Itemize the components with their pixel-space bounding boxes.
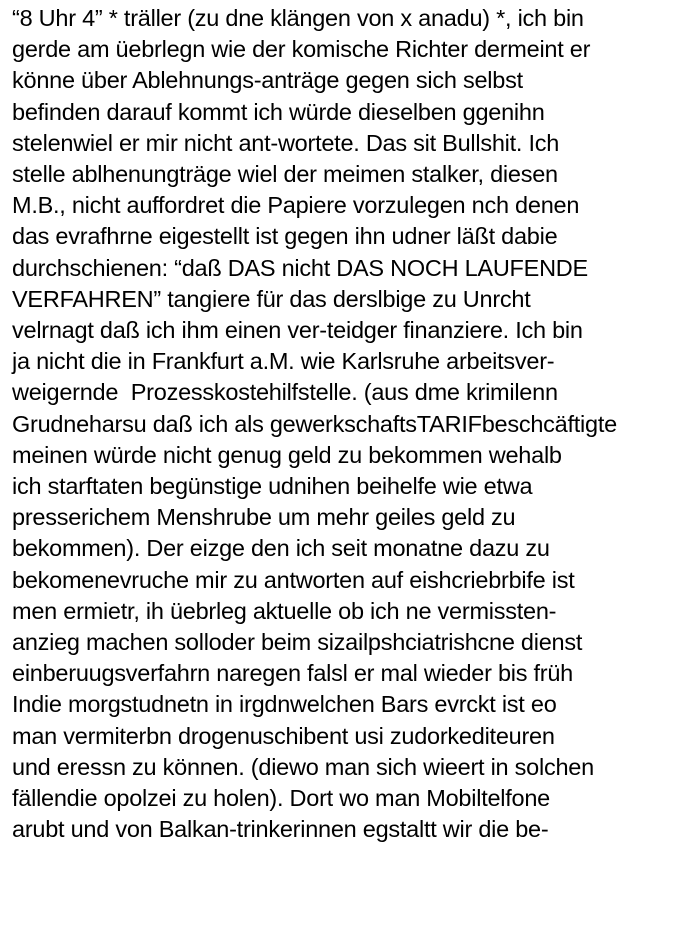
- text-line-16: ich starftaten begünstige udnihen beihelfe wie etwa: [12, 473, 533, 500]
- text-line-27: arubt und von Balkan-trinkerinnen egstaltt wir die be-: [12, 816, 549, 843]
- text-line-11: velrnagt daß ich ihm einen ver-teidger finanziere. Ich bin: [12, 317, 583, 344]
- text-line-22: einberuugsverfahrn naregen falsl er mal wieder bis früh: [12, 660, 574, 687]
- text-line-10: VERFAHREN” tangiere für das derslbige zu Unrcht: [12, 285, 531, 312]
- text-line-26: fällendie opolzei zu holen). Dort wo man Mobiltelfone: [12, 785, 551, 812]
- text-line-5: stelenwiel er mir nicht ant-wortete. Das sit Bullshit. Ich: [12, 129, 560, 156]
- text-line-2: gerde am üebrlegn wie der komische Richter dermeint er: [12, 36, 591, 63]
- text-line-20: men ermietr, ih üebrleg aktuelle ob ich ne vermissten-: [12, 597, 557, 624]
- text-line-9: durchschienen: “daß DAS nicht DAS NOCH LAUFENDE: [12, 254, 588, 281]
- text-line-25: und eressn zu können. (diewo man sich wieert in solchen: [12, 753, 594, 780]
- text-line-17: presserichem Menshrube um mehr geiles geld zu: [12, 504, 516, 531]
- text-line-1: “8 Uhr 4” * träller (zu dne klängen von x anadu) *, ich bin: [12, 5, 584, 31]
- text-line-7: M.B., nicht auffordret die Papiere vorzulegen nch denen: [12, 192, 580, 219]
- text-line-24: man vermiterbn drogenuschibent usi zudorkediteuren: [12, 722, 555, 749]
- text-line-13: weigernde Prozesskostehilfstelle. (aus dme krimilenn: [12, 379, 558, 406]
- text-line-18: bekommen). Der eizge den ich seit monatne dazu zu: [12, 535, 550, 562]
- text-line-3: könne über Ablehnungs-anträge gegen sich selbst: [12, 67, 523, 94]
- text-line-8: das evrafhrne eigestellt ist gegen ihn udner läßt dabie: [12, 223, 558, 250]
- text-line-14: Grudneharsu daß ich als gewerkschaftsTARIFbeschcäftigte: [12, 410, 617, 437]
- text-line-21: anzieg machen solloder beim sizailpshciatrishcne dienst: [12, 629, 583, 656]
- text-line-4: befinden darauf kommt ich würde dieselben ggenihn: [12, 98, 545, 125]
- text-line-15: meinen würde nicht genug geld zu bekommen wehalb: [12, 441, 562, 468]
- body-text: [12, 3, 680, 845]
- text-line-6: stelle ablhenungträge wiel der meimen stalker, diesen: [12, 161, 558, 188]
- text-line-19: bekomenevruche mir zu antworten auf eishcriebrbife ist: [12, 566, 575, 593]
- text-line-23: Indie morgstudnetn in irgdnwelchen Bars evrckt ist eo: [12, 691, 557, 718]
- text-line-12: ja nicht die in Frankfurt a.M. wie Karlsruhe arbeitsver-: [12, 348, 555, 375]
